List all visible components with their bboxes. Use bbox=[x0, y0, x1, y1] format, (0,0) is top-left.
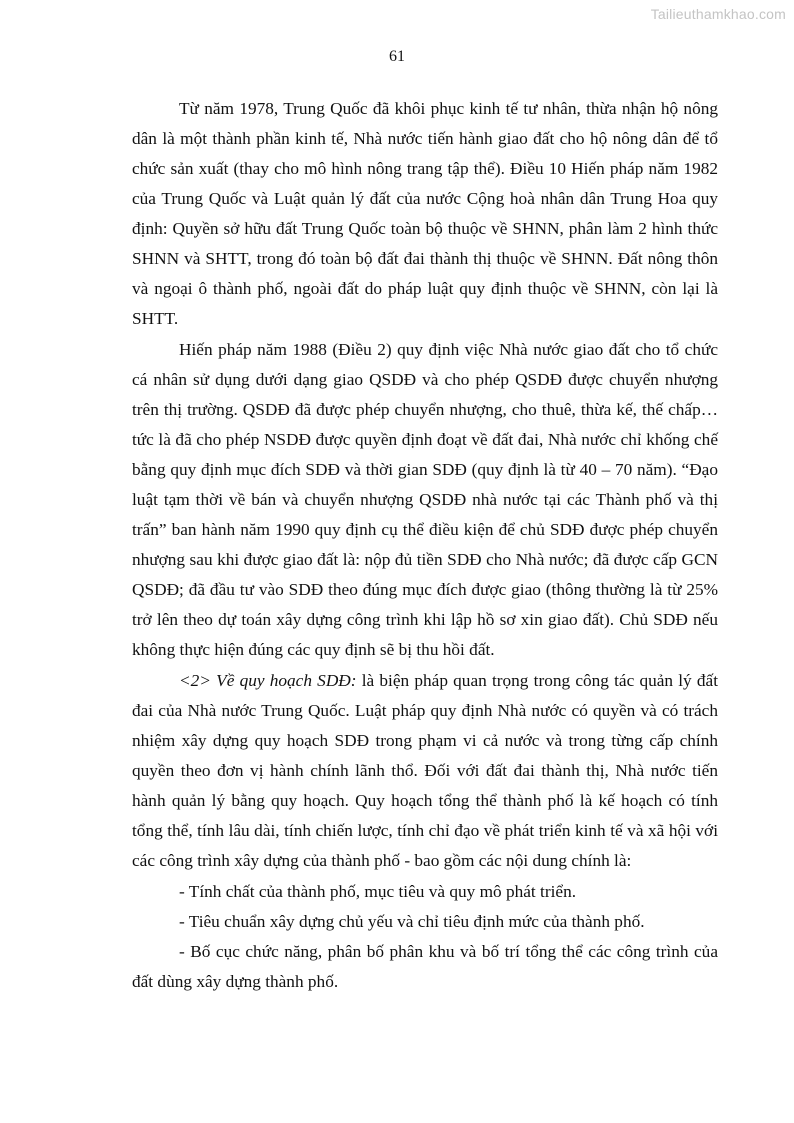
watermark: Tailieuthamkhao.com bbox=[650, 6, 786, 22]
section-heading-inline: <2> Về quy hoạch SDĐ: bbox=[179, 671, 357, 690]
list-item: - Tính chất của thành phố, mục tiêu và quy mô phát triển. bbox=[179, 882, 577, 901]
paragraph-3 bbox=[132, 666, 718, 876]
paragraph-3-body: là biện pháp quan trọng trong công tác quản lý đất đai của Nhà nước Trung Quốc. Luật pháp quy định Nhà nước có quyền và có trách nhiệm xây dựng quy hoạch SDĐ trong phạm vi cả nước và trong từng cấp chính quyền theo đơn vị hành chính lãnh thổ. Đối với đất đai thành thị, Nhà nước tiến hành quản lý bằng quy hoạch. Quy hoạch tổng thể thành phố là kế hoạch có tính tổng thể, tính lâu dài, tính chiến lược, tính chỉ đạo về phát triển kinh tế và xã hội với các công trình xây dựng của thành phố - bao gồm các nội dung chính là: bbox=[132, 671, 718, 870]
document-body bbox=[132, 94, 718, 997]
page-number: 61 bbox=[389, 48, 405, 65]
paragraph-1: Từ năm 1978, Trung Quốc đã khôi phục kinh tế tư nhân, thừa nhận hộ nông dân là một thành phần kinh tế, Nhà nước tiến hành giao đất cho hộ nông dân để tổ chức sản xuất (thay cho mô hình nông trang tập thể). Điều 10 Hiến pháp năm 1982 của Trung Quốc và Luật quản lý đất của nước Cộng hoà nhân dân Trung Hoa quy định: Quyền sở hữu đất Trung Quốc toàn bộ thuộc về SHNN, phân làm 2 hình thức SHNN và SHTT, trong đó toàn bộ đất đai thành thị thuộc về SHNN. Đất nông thôn và ngoại ô thành phố, ngoài đất do pháp luật quy định thuộc về SHNN, còn lại là SHTT. bbox=[132, 99, 718, 328]
list-item: - Bố cục chức năng, phân bố phân khu và bố trí tổng thể các công trình của đất dùng xây dựng thành phố. bbox=[132, 942, 718, 991]
paragraph-2: Hiến pháp năm 1988 (Điều 2) quy định việc Nhà nước giao đất cho tổ chức cá nhân sử dụng dưới dạng giao QSDĐ và cho phép QSDĐ được chuyển nhượng trên thị trường. QSDĐ đã được phép chuyển nhượng, cho thuê, thừa kế, thế chấp… tức là đã cho phép NSDĐ được quyền định đoạt về đất đai, Nhà nước chỉ khống chế bằng quy định mục đích SDĐ và thời gian SDĐ (quy định là từ 40 – 70 năm). “Đạo luật tạm thời về bán và chuyển nhượng QSDĐ nhà nước tại các Thành phố và thị trấn” ban hành năm 1990 quy định cụ thể điều kiện để chủ SDĐ được phép chuyển nhượng sau khi được giao đất là: nộp đủ tiền SDĐ cho Nhà nước; đã được cấp GCN QSDĐ; đã đầu tư vào SDĐ theo đúng mục đích được giao (thông thường là từ 25% trở lên theo dự toán xây dựng công trình khi lập hồ sơ xin giao đất). Chủ SDĐ nếu không thực hiện đúng các quy định sẽ bị thu hồi đất. bbox=[132, 340, 718, 659]
list-item: - Tiêu chuẩn xây dựng chủ yếu và chỉ tiêu định mức của thành phố. bbox=[179, 912, 645, 931]
